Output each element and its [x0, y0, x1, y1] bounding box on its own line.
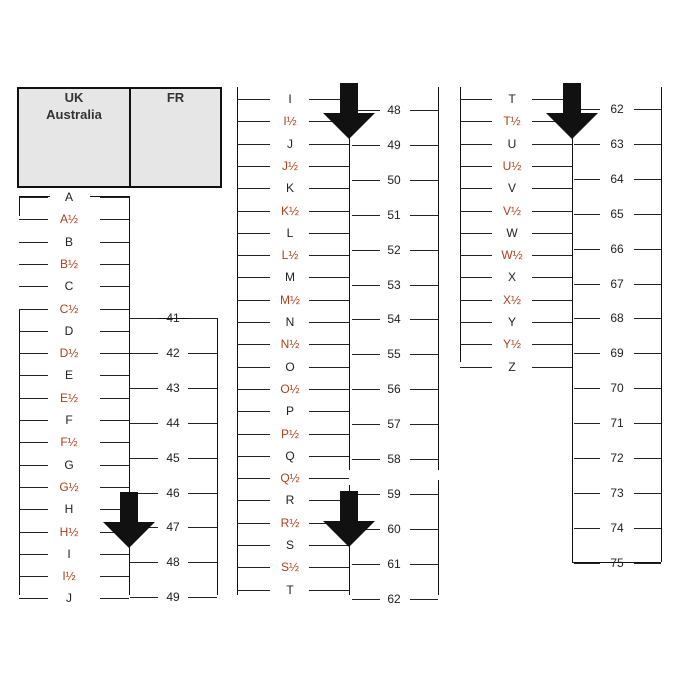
fr-tick	[634, 563, 661, 564]
uk-size-label: K½	[280, 203, 299, 218]
uk-size-label: S½	[280, 560, 299, 575]
fr-tick	[574, 493, 600, 494]
fr-tick	[634, 353, 661, 354]
uk-tick	[460, 233, 492, 234]
fr-tick	[634, 179, 661, 180]
uk-size-label: N½	[280, 337, 300, 352]
fr-tick	[130, 458, 158, 459]
uk-tick	[309, 300, 349, 301]
uk-tick	[237, 523, 270, 524]
uk-tick	[237, 255, 270, 256]
uk-tick	[460, 99, 492, 100]
fr-size-label: 52	[387, 242, 401, 257]
uk-size-label: J	[66, 591, 72, 606]
uk-tick	[100, 465, 129, 466]
fr-tick	[188, 527, 217, 528]
fr-tick	[410, 354, 438, 355]
fr-tick	[634, 423, 661, 424]
uk-tick	[237, 188, 270, 189]
fr-size-label: 48	[387, 103, 401, 117]
uk-tick	[460, 367, 492, 368]
fr-tick	[352, 180, 380, 181]
uk-tick	[237, 211, 270, 212]
uk-tick	[237, 590, 270, 591]
uk-size-label: K	[285, 181, 294, 196]
fr-size-label: 60	[387, 521, 401, 536]
fr-tick	[634, 318, 661, 319]
fr-tick	[130, 353, 158, 354]
uk-tick	[100, 398, 129, 399]
fr-tick	[634, 493, 661, 494]
uk-tick	[309, 590, 349, 591]
uk-size-label: V½	[502, 203, 521, 218]
fr-tick	[188, 353, 217, 354]
uk-tick	[460, 277, 492, 278]
fr-tick	[574, 528, 600, 529]
uk-tick	[309, 277, 349, 278]
fr-size-label: 72	[610, 451, 624, 465]
fr-tick	[410, 424, 438, 425]
fr-tick	[574, 249, 600, 250]
uk-tick	[532, 144, 572, 145]
uk-size-label: V	[507, 181, 516, 196]
uk-tick	[237, 456, 270, 457]
fr-size-label: 50	[387, 172, 401, 187]
uk-tick	[100, 219, 129, 220]
fr-size-label: 45	[166, 450, 180, 465]
fr-size-label: 42	[166, 345, 180, 360]
fr-tick	[574, 284, 600, 285]
fr-size-label: 53	[387, 277, 401, 292]
uk-size-label: W½	[501, 248, 523, 263]
uk-tick	[19, 576, 48, 577]
uk-size-label: E	[64, 368, 73, 383]
uk-size-label: X	[507, 270, 516, 285]
uk-size-label: A	[64, 190, 73, 204]
fr-size-label: 51	[387, 207, 401, 222]
uk-size-label: E½	[59, 390, 78, 405]
uk-tick	[100, 242, 129, 243]
uk-tick	[100, 197, 129, 198]
fr-tick	[352, 354, 380, 355]
fr-tick	[130, 597, 158, 598]
fr-tick	[634, 249, 661, 250]
uk-size-label: A½	[59, 212, 78, 227]
uk-tick	[460, 211, 492, 212]
fr-tick	[410, 145, 438, 146]
uk-size-label: Q	[285, 448, 295, 463]
uk-size-label: H½	[59, 524, 79, 539]
fr-size-label: 56	[387, 382, 401, 397]
uk-size-label: M	[285, 270, 295, 285]
fr-size-label: 49	[166, 590, 180, 605]
uk-tick	[237, 545, 270, 546]
down-arrow-icon	[103, 492, 155, 548]
uk-size-label: D½	[59, 346, 79, 361]
fr-size-label: 67	[610, 276, 624, 291]
uk-tick	[237, 344, 270, 345]
down-arrow-icon	[546, 83, 598, 139]
uk-tick	[532, 255, 572, 256]
fr-tick	[634, 144, 661, 145]
uk-size-label: U	[507, 136, 517, 151]
uk-size-label: X½	[502, 292, 521, 307]
uk-size-label: R½	[280, 515, 300, 530]
uk-tick	[460, 255, 492, 256]
uk-tick	[460, 188, 492, 189]
fr-tick	[352, 564, 380, 565]
fr-tick	[574, 458, 600, 459]
uk-tick	[19, 242, 48, 243]
fr-tick	[410, 110, 438, 111]
uk-tick	[460, 300, 492, 301]
fr-col2-right-border	[438, 480, 439, 595]
fr-size-label: 47	[166, 520, 180, 535]
fr-col1-right-border	[217, 318, 218, 595]
uk-tick	[309, 567, 349, 568]
fr-tick	[410, 599, 438, 600]
uk-tick	[100, 487, 129, 488]
uk-tick	[100, 353, 129, 354]
fr-tick	[410, 529, 438, 530]
fr-tick	[352, 285, 380, 286]
uk-tick	[460, 344, 492, 345]
fr-size-label: 62	[387, 591, 401, 606]
uk-tick	[309, 434, 349, 435]
uk-tick	[237, 99, 270, 100]
fr-tick	[188, 318, 217, 319]
fr-tick	[574, 423, 600, 424]
uk-size-label: N	[285, 315, 295, 329]
uk-tick	[309, 211, 349, 212]
fr-size-label: 75	[610, 555, 624, 570]
uk-tick	[460, 166, 492, 167]
fr-tick	[130, 562, 158, 563]
fr-size-label: 57	[387, 417, 401, 432]
fr-tick	[410, 285, 438, 286]
uk-tick	[309, 144, 349, 145]
fr-tick	[574, 353, 600, 354]
uk-tick	[19, 353, 48, 354]
uk-tick	[532, 233, 572, 234]
fr-tick	[130, 423, 158, 424]
uk-size-label: U½	[502, 158, 522, 173]
uk-tick	[19, 309, 48, 310]
uk-tick	[237, 411, 270, 412]
fr-size-label: 71	[610, 416, 624, 431]
australia-header-label: Australia	[46, 107, 102, 122]
uk-size-label: C½	[59, 301, 79, 316]
uk-tick	[309, 188, 349, 189]
fr-tick	[410, 250, 438, 251]
uk-tick	[460, 121, 492, 122]
down-arrow-icon	[323, 83, 375, 139]
uk-size-label: P	[285, 404, 294, 419]
uk-tick	[19, 465, 48, 466]
fr-tick	[634, 458, 661, 459]
uk-tick	[309, 389, 349, 390]
uk-tick	[237, 121, 270, 122]
fr-size-label: 63	[610, 136, 624, 151]
uk-size-label: W	[506, 225, 518, 240]
fr-tick	[410, 459, 438, 460]
fr-tick	[410, 494, 438, 495]
uk-tick	[100, 420, 129, 421]
uk-size-label: B	[64, 234, 73, 249]
uk-tick	[100, 286, 129, 287]
uk-tick	[19, 420, 48, 421]
uk-size-label: M½	[279, 292, 300, 307]
fr-tick	[410, 215, 438, 216]
uk-size-label: B½	[59, 256, 78, 271]
uk-tick	[100, 576, 129, 577]
fr-tick	[188, 458, 217, 459]
fr-tick	[634, 109, 661, 110]
uk-tick	[19, 197, 48, 198]
fr-tick	[188, 597, 217, 598]
uk-tick	[100, 309, 129, 310]
fr-tick	[634, 388, 661, 389]
fr-tick	[352, 599, 380, 600]
uk-tick	[237, 478, 270, 479]
uk-col3-left-border	[460, 87, 461, 362]
fr-tick	[634, 214, 661, 215]
uk-tick	[19, 442, 48, 443]
uk-tick	[309, 255, 349, 256]
uk-tick	[309, 322, 349, 323]
fr-size-label: 54	[387, 312, 401, 327]
uk-size-label: G	[64, 457, 74, 472]
uk-size-label: T½	[503, 114, 521, 129]
uk-tick	[19, 375, 48, 376]
uk-size-label: Y	[507, 315, 516, 329]
fr-size-label: 68	[610, 311, 624, 326]
uk-tick	[19, 286, 48, 287]
uk-tick	[237, 166, 270, 167]
uk-tick	[19, 487, 48, 488]
uk-tick	[237, 389, 270, 390]
fr-tick	[352, 250, 380, 251]
uk-size-label: F½	[60, 435, 78, 450]
uk-tick	[460, 322, 492, 323]
uk-size-label: P½	[280, 426, 299, 441]
uk-size-label: D	[64, 323, 74, 338]
uk-tick	[309, 456, 349, 457]
uk-size-label: L	[286, 225, 294, 240]
fr-tick	[410, 180, 438, 181]
uk-tick	[237, 434, 270, 435]
fr-header-label: FR	[166, 90, 185, 105]
uk-size-label: J½	[281, 158, 298, 173]
uk-size-label: O½	[280, 381, 300, 396]
uk-size-label: R	[285, 493, 295, 508]
fr-size-label: 69	[610, 346, 624, 361]
fr-size-label: 48	[166, 555, 180, 570]
uk-size-label: G½	[59, 479, 79, 494]
uk-tick	[237, 367, 270, 368]
uk-tick	[532, 367, 572, 368]
fr-size-label: 65	[610, 206, 624, 221]
fr-tick	[188, 423, 217, 424]
uk-australia-header	[17, 87, 131, 188]
uk-tick	[19, 219, 48, 220]
fr-tick	[352, 145, 380, 146]
uk-size-label: T	[286, 582, 294, 597]
uk-tick	[532, 277, 572, 278]
fr-tick	[410, 564, 438, 565]
fr-tick	[352, 424, 380, 425]
fr-tick	[352, 389, 380, 390]
fr-tick	[574, 318, 600, 319]
fr-tick	[188, 493, 217, 494]
fr-tick	[352, 319, 380, 320]
uk-tick	[237, 277, 270, 278]
uk-size-label: T	[508, 92, 516, 106]
uk-size-label: C	[64, 279, 74, 294]
uk-size-label: I½	[283, 114, 297, 129]
fr-tick	[410, 389, 438, 390]
fr-col2-right-border	[438, 87, 439, 470]
fr-tick	[574, 563, 600, 564]
uk-tick	[532, 211, 572, 212]
fr-size-label: 55	[387, 347, 401, 362]
fr-tick	[188, 562, 217, 563]
fr-header	[129, 87, 222, 188]
uk-size-label: I	[67, 546, 71, 561]
uk-tick	[100, 375, 129, 376]
fr-size-label: 74	[610, 520, 624, 535]
uk-tick	[460, 144, 492, 145]
fr-tick	[352, 459, 380, 460]
uk-tick	[309, 367, 349, 368]
uk-size-label: O	[285, 359, 295, 374]
uk-tick	[532, 322, 572, 323]
uk-tick	[237, 567, 270, 568]
uk-header-label: UK	[64, 90, 84, 105]
uk-tick	[309, 344, 349, 345]
uk-tick	[19, 398, 48, 399]
uk-tick	[19, 532, 48, 533]
uk-tick	[309, 233, 349, 234]
uk-tick	[532, 344, 572, 345]
fr-tick	[574, 144, 600, 145]
fr-size-label: 59	[387, 486, 401, 501]
uk-tick	[532, 188, 572, 189]
fr-tick	[574, 388, 600, 389]
fr-tick	[574, 179, 600, 180]
fr-size-label: 49	[387, 137, 401, 152]
uk-tick	[100, 554, 129, 555]
uk-size-label: Q½	[280, 471, 300, 486]
uk-col2-right-border	[349, 87, 350, 470]
uk-tick	[309, 166, 349, 167]
uk-tick	[237, 233, 270, 234]
fr-size-label: 62	[610, 102, 624, 116]
fr-tick	[130, 388, 158, 389]
uk-tick	[309, 478, 349, 479]
uk-col1-left-border	[19, 196, 20, 216]
uk-size-label: H	[64, 502, 74, 517]
uk-tick	[19, 331, 48, 332]
uk-tick	[532, 300, 572, 301]
fr-tick	[574, 214, 600, 215]
uk-size-label: Y½	[502, 337, 521, 352]
fr-tick	[188, 388, 217, 389]
uk-tick	[100, 331, 129, 332]
uk-tick	[19, 554, 48, 555]
uk-size-label: I	[288, 92, 292, 106]
uk-tick	[237, 322, 270, 323]
uk-tick	[237, 144, 270, 145]
fr-size-label: 43	[166, 380, 180, 395]
uk-tick	[309, 411, 349, 412]
fr-size-label: 44	[166, 415, 180, 430]
uk-size-label: L½	[281, 248, 299, 263]
fr-tick	[634, 284, 661, 285]
fr-size-label: 41	[166, 311, 180, 325]
fr-col3-right-border	[661, 87, 662, 562]
fr-size-label: 73	[610, 485, 624, 500]
uk-tick	[237, 300, 270, 301]
fr-size-label: 58	[387, 452, 401, 466]
uk-size-label: J	[287, 136, 293, 151]
uk-tick	[237, 500, 270, 501]
uk-tick	[19, 598, 48, 599]
uk-col2-left-border	[237, 87, 238, 595]
fr-size-label: 70	[610, 381, 624, 396]
fr-tick	[352, 215, 380, 216]
uk-size-label: Z	[508, 359, 516, 374]
uk-col3-right-border	[572, 87, 573, 562]
uk-size-label: S	[285, 538, 294, 552]
fr-tick	[634, 528, 661, 529]
uk-tick	[19, 509, 48, 510]
uk-size-label: I½	[62, 569, 76, 584]
uk-tick	[19, 264, 48, 265]
uk-tick	[532, 166, 572, 167]
uk-tick	[100, 442, 129, 443]
uk-size-label: F	[65, 413, 73, 427]
fr-tick	[130, 318, 158, 319]
fr-size-label: 46	[166, 485, 180, 500]
fr-size-label: 66	[610, 241, 624, 256]
down-arrow-icon	[323, 491, 375, 547]
fr-tick	[410, 319, 438, 320]
uk-tick	[100, 598, 129, 599]
fr-size-label: 61	[387, 556, 401, 571]
uk-tick	[100, 264, 129, 265]
fr-size-label: 64	[610, 171, 624, 186]
